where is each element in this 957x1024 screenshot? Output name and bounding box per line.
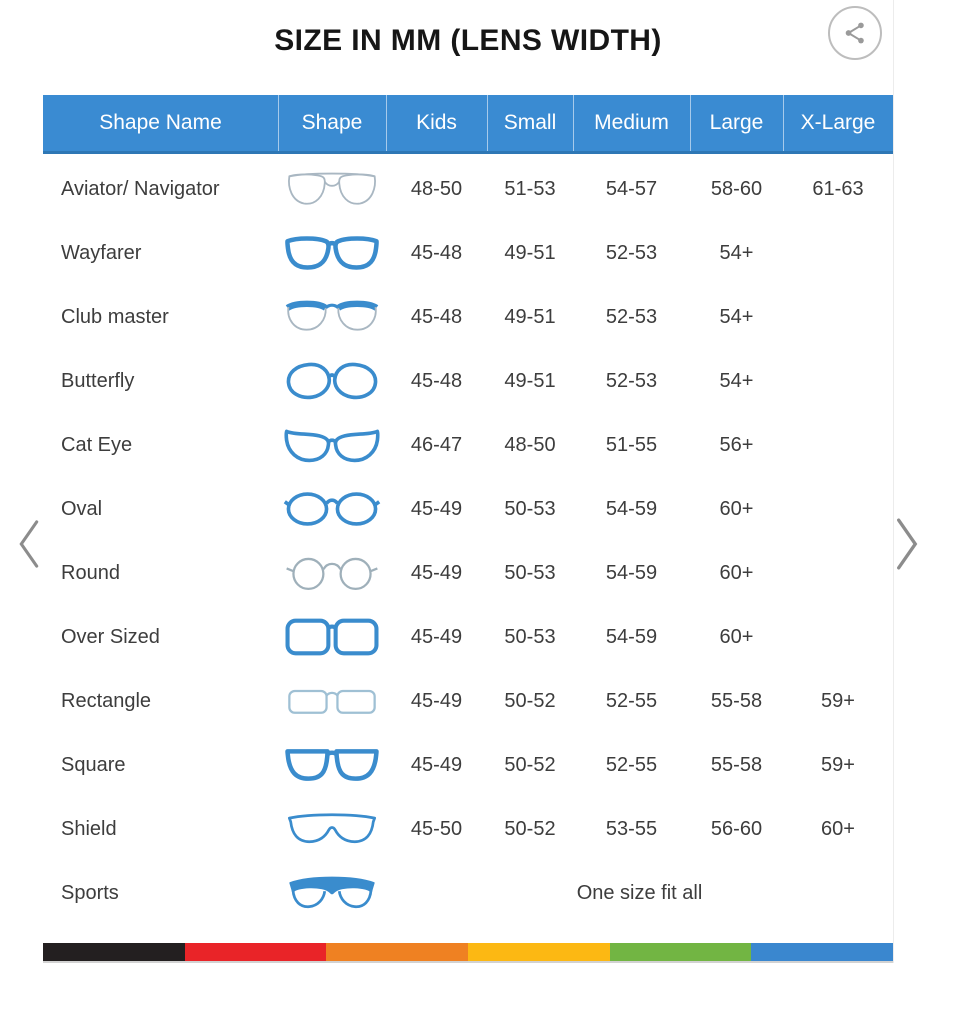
chevron-left-icon — [16, 518, 42, 570]
page-title: SIZE IN MM (LENS WIDTH) — [274, 24, 662, 57]
carousel-next-button[interactable] — [893, 516, 921, 575]
size-cell-large: 54+ — [719, 305, 754, 328]
share-button[interactable] — [828, 6, 882, 60]
table-row — [43, 669, 893, 733]
stripe-segment-3 — [468, 943, 610, 961]
size-cell-kids: 45-48 — [410, 305, 463, 328]
share-icon — [842, 20, 868, 46]
shape-icon-cell — [278, 742, 386, 788]
one-size-cell: One size fit all — [576, 881, 703, 904]
size-cell-kids: 45-49 — [410, 625, 463, 648]
table-header — [43, 95, 893, 154]
size-cell-small: 50-52 — [504, 753, 556, 776]
shape-name-cell: Club master — [61, 305, 169, 328]
size-cell-medium: 54-59 — [605, 625, 658, 648]
stripe-segment-0 — [43, 943, 185, 961]
header-cell-shape-name: Shape Name — [99, 111, 222, 134]
chevron-right-icon — [893, 516, 921, 572]
shape-icon-cell — [278, 166, 386, 212]
table-row — [43, 413, 893, 477]
rectangle-glasses-icon — [283, 678, 381, 724]
shape-icon-cell — [278, 294, 386, 340]
size-cell-medium: 53-55 — [605, 817, 658, 840]
size-cell-medium: 52-53 — [605, 241, 658, 264]
size-cell-small: 50-53 — [504, 625, 556, 648]
header-cell-kids: Kids — [386, 95, 487, 151]
shape-name-cell: Aviator/ Navigator — [61, 177, 220, 200]
page-edge-divider — [893, 0, 894, 963]
size-cell-large: 56+ — [719, 433, 754, 456]
size-cell-xlarge: 59+ — [821, 689, 855, 712]
size-cell-small: 51-53 — [504, 177, 556, 200]
header-cell-medium: Medium — [573, 95, 690, 151]
shape-icon-cell — [278, 870, 386, 916]
shape-icon-cell — [278, 550, 386, 596]
oval-glasses-icon — [283, 486, 381, 532]
size-cell-large: 60+ — [719, 625, 754, 648]
footer-color-stripe — [43, 943, 893, 963]
size-cell-large: 55-58 — [710, 753, 763, 776]
size-cell-xlarge: 60+ — [821, 817, 855, 840]
shape-name-cell: Round — [61, 561, 120, 584]
size-cell-large: 54+ — [719, 241, 754, 264]
table-row — [43, 285, 893, 349]
shape-name-cell: Cat Eye — [61, 433, 133, 456]
size-cell-small: 48-50 — [504, 433, 556, 456]
size-cell-medium: 52-55 — [605, 753, 658, 776]
shape-name-cell: Sports — [61, 881, 119, 904]
square-glasses-icon — [283, 742, 381, 788]
size-cell-kids: 45-48 — [410, 369, 463, 392]
size-cell-medium: 54-59 — [605, 561, 658, 584]
shape-icon-cell — [278, 230, 386, 276]
table-row — [43, 605, 893, 669]
size-cell-small: 49-51 — [504, 305, 556, 328]
size-cell-medium: 51-55 — [605, 433, 658, 456]
size-cell-kids: 45-50 — [410, 817, 463, 840]
shape-name-cell: Square — [61, 753, 126, 776]
sports-glasses-icon — [283, 870, 381, 916]
size-cell-kids: 45-49 — [410, 753, 463, 776]
size-cell-large: 60+ — [719, 561, 754, 584]
size-cell-small: 49-51 — [504, 241, 556, 264]
wayfarer-glasses-icon — [283, 230, 381, 276]
size-cell-small: 50-52 — [504, 689, 556, 712]
size-cell-kids: 45-48 — [410, 241, 463, 264]
size-cell-kids: 48-50 — [410, 177, 463, 200]
stripe-segment-5 — [751, 943, 893, 961]
header-cell-shape: Shape — [278, 95, 386, 151]
shape-icon-cell — [278, 422, 386, 468]
shape-name-cell: Wayfarer — [61, 241, 142, 264]
stripe-segment-4 — [610, 943, 752, 961]
table-row — [43, 861, 893, 925]
shield-glasses-icon — [283, 806, 381, 852]
stripe-segment-2 — [326, 943, 468, 961]
aviator-glasses-icon — [283, 166, 381, 212]
size-cell-medium: 52-55 — [605, 689, 658, 712]
size-cell-large: 54+ — [719, 369, 754, 392]
size-cell-small: 50-53 — [504, 561, 556, 584]
size-cell-medium: 52-53 — [605, 305, 658, 328]
shape-icon-cell — [278, 614, 386, 660]
size-cell-small: 50-53 — [504, 497, 556, 520]
table-row — [43, 349, 893, 413]
butterfly-glasses-icon — [283, 358, 381, 404]
shape-name-cell: Oval — [61, 497, 103, 520]
shape-name-cell: Over Sized — [61, 625, 160, 648]
size-cell-large: 58-60 — [710, 177, 763, 200]
size-cell-xlarge: 61-63 — [812, 177, 864, 200]
size-cell-kids: 45-49 — [410, 561, 463, 584]
shape-name-cell: Butterfly — [61, 369, 135, 392]
size-cell-medium: 54-57 — [605, 177, 658, 200]
table-row — [43, 477, 893, 541]
header-cell-x-large: X-Large — [783, 95, 893, 151]
size-cell-kids: 46-47 — [410, 433, 463, 456]
size-cell-large: 55-58 — [710, 689, 763, 712]
table-row — [43, 797, 893, 861]
size-cell-medium: 54-59 — [605, 497, 658, 520]
shape-icon-cell — [278, 806, 386, 852]
size-cell-small: 50-52 — [504, 817, 556, 840]
clubmaster-glasses-icon — [283, 294, 381, 340]
header-cell-small: Small — [487, 95, 573, 151]
table-row — [43, 157, 893, 221]
oversized-glasses-icon — [283, 614, 381, 660]
table-row — [43, 221, 893, 285]
shape-name-cell: Rectangle — [61, 689, 152, 712]
shape-icon-cell — [278, 678, 386, 724]
shape-icon-cell — [278, 358, 386, 404]
round-glasses-icon — [283, 550, 381, 596]
size-cell-large: 56-60 — [710, 817, 763, 840]
size-cell-kids: 45-49 — [410, 497, 463, 520]
table-row — [43, 541, 893, 605]
size-cell-kids: 45-49 — [410, 689, 463, 712]
shape-icon-cell — [278, 486, 386, 532]
size-cell-small: 49-51 — [504, 369, 556, 392]
carousel-prev-button[interactable] — [16, 518, 42, 573]
header-cell-large: Large — [690, 95, 783, 151]
size-cell-large: 60+ — [719, 497, 754, 520]
stripe-segment-1 — [185, 943, 327, 961]
size-cell-xlarge: 59+ — [821, 753, 855, 776]
size-table-rows — [43, 157, 893, 925]
cat-eye-glasses-icon — [283, 422, 381, 468]
shape-name-cell: Shield — [61, 817, 117, 840]
size-cell-medium: 52-53 — [605, 369, 658, 392]
table-row — [43, 733, 893, 797]
